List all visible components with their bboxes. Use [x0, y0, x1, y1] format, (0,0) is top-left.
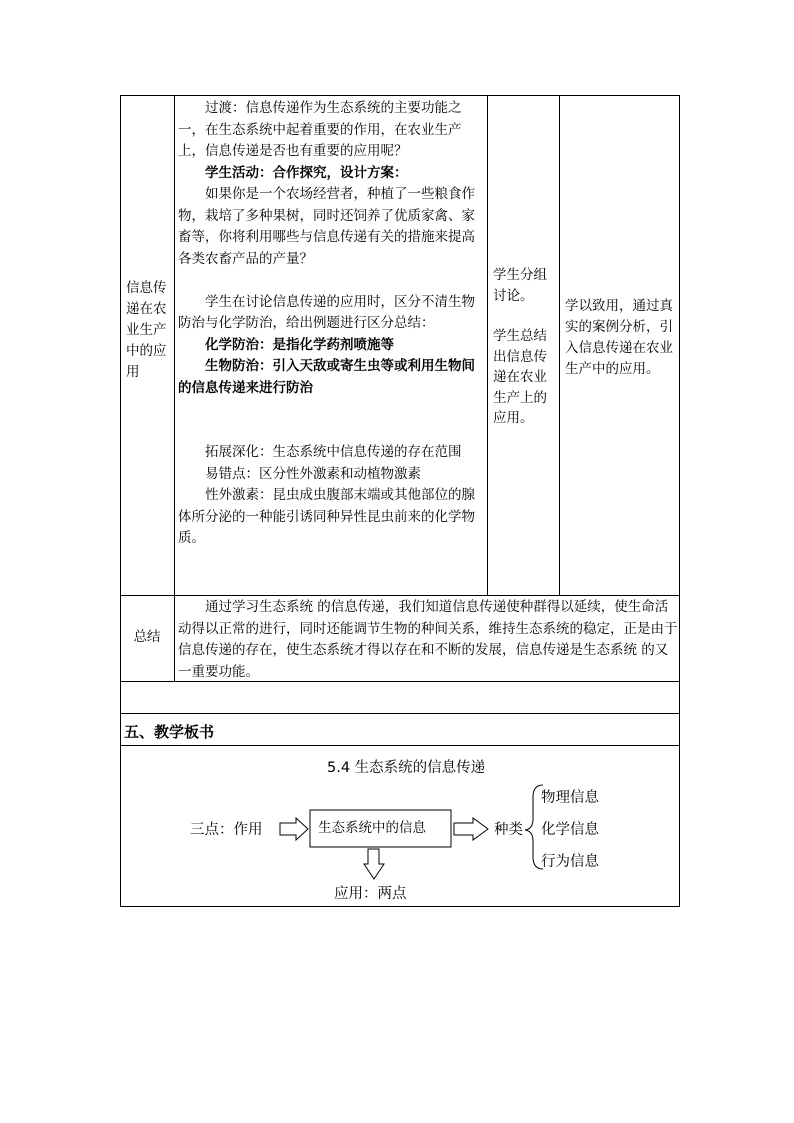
- design-intent-cell: 学以致用，通过真实的案例分析，引入信息传递在农业生产中的应用。: [565, 298, 673, 377]
- board-bottom-label: 应用：两点: [334, 886, 407, 902]
- type-physical: 物理信息: [541, 790, 599, 806]
- board-left-label: 三点：作用: [190, 822, 263, 838]
- pitfall-line: 易错点：区分性外激素和动植物激素: [205, 465, 421, 482]
- student-activity-cell: [493, 265, 557, 429]
- topic-cell: 信息传递在农业生产中的应用: [126, 280, 167, 380]
- student-activity-heading: 学生活动：合作探究，设计方案：: [205, 164, 408, 181]
- chemical-control-line: 化学防治：是指化学药剂喷施等: [205, 336, 394, 353]
- summary-paragraph: 通过学习生态系统 的信息传递，我们知道信息传递使种群得以延续，使生命活动得以正常的进行，同时还能调节生物的种间关系，维持生态系统的稳定，正是由于信息传递的存在，使生态系统才得以存在和不断的发展，信息传递是生态系统 的又一重要功能。: [178, 599, 678, 680]
- summary-label: 总结: [133, 629, 161, 645]
- content-cell: [178, 98, 486, 550]
- type-chemical: 化学信息: [541, 822, 599, 838]
- student-summary-text: 学生总结出信息传递在农业生产上的应用。: [493, 328, 547, 426]
- center-box-label: 生态系统中的信息: [318, 820, 426, 836]
- right-arrow-icon: [454, 818, 488, 840]
- down-arrow-icon: [364, 849, 384, 879]
- board-right-label: 种类: [494, 822, 523, 838]
- board-title: 5.4 生态系统的信息传递: [327, 760, 486, 776]
- extension-line: 拓展深化：生态系统中信息传递的存在范围: [205, 444, 462, 460]
- left-arrow-icon: [280, 818, 308, 840]
- pheromone-paragraph: 性外激素：昆虫成虫腹部末端或其他部位的腺体所分泌的一种能引诱同种异性昆虫前来的化学物质。: [178, 487, 475, 546]
- scenario-paragraph: 如果你是一个农场经营者，种植了一些粮食作物，栽培了多种果树，同时还饲养了优质家禽、家畜等，你将利用哪些与信息传递有关的措施来提高各类农畜产品的产量？: [178, 186, 475, 267]
- summary-text: [178, 597, 678, 683]
- discussion-paragraph: 学生在讨论信息传递的应用时，区分不清生物防治与化学防治，给出例题进行区分总结：: [178, 293, 475, 331]
- type-behavioral: 行为信息: [541, 854, 599, 870]
- blackboard-diagram: [120, 745, 680, 907]
- transition-paragraph: 过渡：信息传递作为生态系统的主要功能之一，在生态系统中起着重要的作用，在农业生产上，信息传递是否也有重要的应用呢？: [178, 100, 462, 159]
- student-group-text: 学生分组讨论。: [493, 267, 547, 304]
- section-title: 五、教学板书: [124, 723, 215, 741]
- biological-control-line: 生物防治：引入天敌或寄生虫等或利用生物间的信息传递来进行防治: [178, 358, 475, 396]
